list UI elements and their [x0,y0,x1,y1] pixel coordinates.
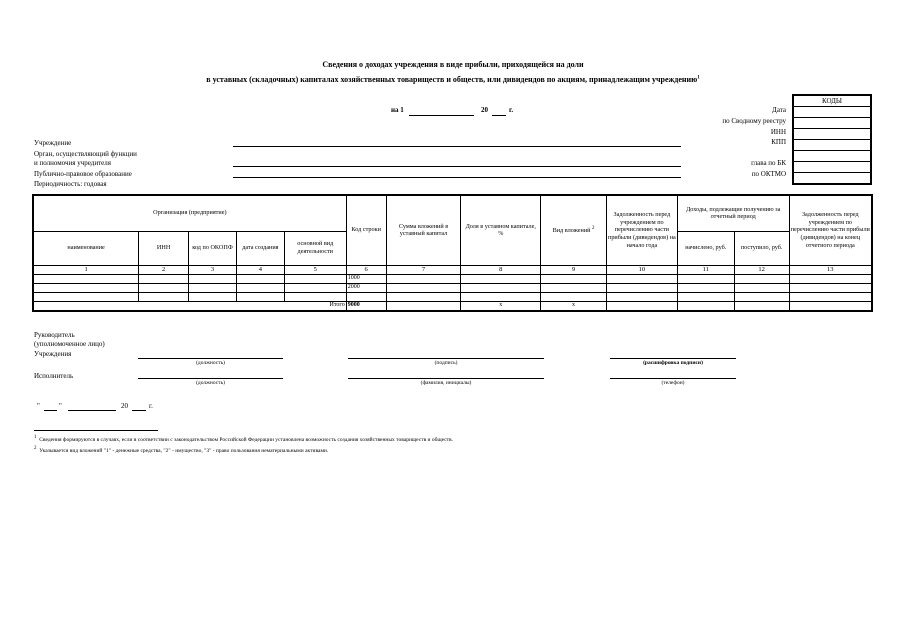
cell[interactable] [734,292,789,301]
col-investment-sum: Сумма вложений в уставный капитал [386,195,461,265]
sign-date-year-line[interactable] [132,410,146,411]
code-cell-date[interactable] [793,107,871,118]
col-number: 1 [33,265,139,274]
cell[interactable] [33,292,139,301]
col-org-name: наименование [33,231,139,265]
investment-type-footnote-mark: 2 [592,225,595,231]
title-footnote-mark: 1 [697,75,700,81]
sign-date-quote-open: " [37,402,40,410]
caption-position: (должность) [196,360,225,366]
col-org-okopf: код по ОКОПФ [189,231,237,265]
cell[interactable] [789,274,872,283]
col-line-code: Код строки [346,195,386,265]
col-number: 4 [236,265,284,274]
cell[interactable] [236,283,284,292]
organ-line[interactable] [233,166,681,167]
code-cell-empty[interactable] [793,151,871,162]
table-row [33,283,872,292]
head-decode-line[interactable] [610,358,736,359]
total-debt-start[interactable] [606,301,677,311]
col-org-inn: ИНН [139,231,189,265]
cell[interactable] [284,274,346,283]
cell[interactable] [346,292,386,301]
cell[interactable] [734,283,789,292]
footnote-2-text: Указывается вид вложений "1" - денежные средства, "2" - имущество, "3" - право пользования нематериальными активами. [39,447,329,454]
cell[interactable] [139,283,189,292]
col-number: 2 [139,265,189,274]
col-investment-type-text: Вид вложений [552,226,591,234]
periodicity-label: Периодичность: годовая [34,180,107,188]
caption-signature: (подпись) [434,360,458,366]
code-cell-oktmo[interactable] [793,173,871,185]
code-label-registry: по Сводному реестру [722,117,786,125]
cell[interactable] [386,292,461,301]
row-code: 1000 [346,274,386,283]
date-year-suffix: г. [509,106,514,114]
public-entity-line[interactable] [233,177,681,178]
title-line-1: Сведения о доходах учреждения в виде прибыли, приходящейся на доли [322,60,584,69]
caption-decode: (расшифровка подписи) [643,360,703,366]
code-cell-bk[interactable] [793,162,871,173]
sign-date-quote-close: " [59,402,62,410]
head-label-3: Учреждения [34,350,72,358]
footnote-1-text: Сведения формируются в случаях, если в соответствии с законодательством Российской Федерации установлена возможность создания хозяйственных товариществ и обществ. [39,436,454,443]
total-label: Итого [33,301,346,311]
income-header: Доходы, подлежащие получению за отчетный период [677,195,789,231]
col-number: 12 [734,265,789,274]
code-cell-kpp[interactable] [793,140,871,151]
organ-label-2: и полномочия учредителя [34,159,111,167]
code-cell-registry[interactable] [793,118,871,129]
cell[interactable] [677,292,734,301]
footnote-1 [34,435,453,443]
table-row [33,274,872,283]
organ-label-1: Орган, осуществляющий функции [34,150,137,158]
total-accrued[interactable] [677,301,734,311]
head-position-line[interactable] [138,358,283,359]
executor-phone-line[interactable] [610,378,736,379]
cell[interactable] [386,274,461,283]
cell[interactable] [461,283,541,292]
institution-line[interactable] [233,146,681,147]
cell[interactable] [541,274,607,283]
sign-date-day-line[interactable] [44,410,57,411]
col-number: 8 [461,265,541,274]
head-label-1: Руководитель [34,331,75,339]
col-income-received: поступило, руб. [734,231,789,265]
cell[interactable] [606,274,677,283]
total-debt-end[interactable] [789,301,872,311]
total-share: x [461,301,541,311]
col-debt-start: Задолженность перед учреждением по перечислению части прибыли (дивидендов) на начало года [606,195,677,265]
codes-header: КОДЫ [793,95,871,107]
cell[interactable] [33,283,139,292]
executor-name-line[interactable] [348,378,544,379]
sign-date-year: 20 [121,402,128,410]
head-label-2: (уполномоченное лицо) [34,340,105,348]
cell[interactable] [284,292,346,301]
col-debt-end: Задолженность перед учреждением по перечислению части прибыли (дивидендов) на конец отчетного периода [789,195,872,265]
code-label-bk: глава по БК [751,159,786,167]
cell[interactable] [677,274,734,283]
total-row [33,301,872,311]
cell[interactable] [461,292,541,301]
cell[interactable] [461,274,541,283]
col-number: 3 [189,265,237,274]
cell[interactable] [789,292,872,301]
date-prefix: на 1 [391,106,404,114]
code-label-oktmo: по ОКТМО [751,170,786,178]
cell[interactable] [139,274,189,283]
caption-phone: (телефон) [661,380,685,386]
col-number: 10 [606,265,677,274]
code-label-kpp: КПП [771,138,786,146]
col-org-activity: основной вид деятельности [284,231,346,265]
codes-table [792,94,872,185]
column-numbers-row [33,265,872,274]
total-code: 9000 [346,301,386,311]
date-year-line[interactable] [492,115,506,116]
cell[interactable] [789,283,872,292]
caption-name: (фамилия, инициалы) [420,380,472,386]
cell[interactable] [189,292,237,301]
footnote-1-mark: 1 [34,435,37,440]
cell[interactable] [606,292,677,301]
cell[interactable] [284,283,346,292]
col-number: 6 [346,265,386,274]
public-entity-label: Публично-правовое образование [34,170,132,178]
title-line-2-text: в уставных (складочных) капиталах хозяйственных товариществ и обществ, или дивидендов по акциям, принадлежащим учреждению [206,75,698,84]
cell[interactable] [236,274,284,283]
total-received[interactable] [734,301,789,311]
sign-date-month-line[interactable] [68,410,116,411]
head-signature-line[interactable] [348,358,544,359]
date-day-month-line[interactable] [409,115,474,116]
org-header: Организация (предприятие) [33,195,346,231]
cell[interactable] [236,292,284,301]
col-number: 11 [677,265,734,274]
col-share: Доля в уставном капитале, % [461,195,541,265]
col-number: 5 [284,265,346,274]
total-type: x [541,301,607,311]
col-org-date: дата создания [236,231,284,265]
executor-position-line[interactable] [138,378,283,379]
executor-label: Исполнитель [34,372,74,380]
cell[interactable] [386,283,461,292]
code-label-inn: ИНН [770,128,786,136]
cell[interactable] [139,292,189,301]
cell[interactable] [189,274,237,283]
col-investment-type [541,195,607,265]
cell[interactable] [606,283,677,292]
caption-position-2: (должность) [196,380,225,386]
institution-label: Учреждение [34,139,72,147]
code-label-date: Дата [772,106,786,114]
footnote-separator [34,430,158,431]
col-number: 7 [386,265,461,274]
cell[interactable] [189,283,237,292]
sign-date-suffix: г. [149,402,153,410]
table-row [33,292,872,301]
cell[interactable] [33,274,139,283]
title-line-2 [0,75,906,84]
row-code: 2000 [346,283,386,292]
footnote-2 [34,446,328,454]
income-table [32,194,873,312]
code-cell-inn[interactable] [793,129,871,140]
cell[interactable] [541,292,607,301]
col-number: 13 [789,265,872,274]
cell[interactable] [677,283,734,292]
footnote-2-mark: 2 [34,446,37,451]
cell[interactable] [734,274,789,283]
cell[interactable] [541,283,607,292]
date-year-prefix: 20 [481,106,488,114]
total-sum[interactable] [386,301,461,311]
col-income-accrued: начислено, руб. [677,231,734,265]
col-number: 9 [541,265,607,274]
